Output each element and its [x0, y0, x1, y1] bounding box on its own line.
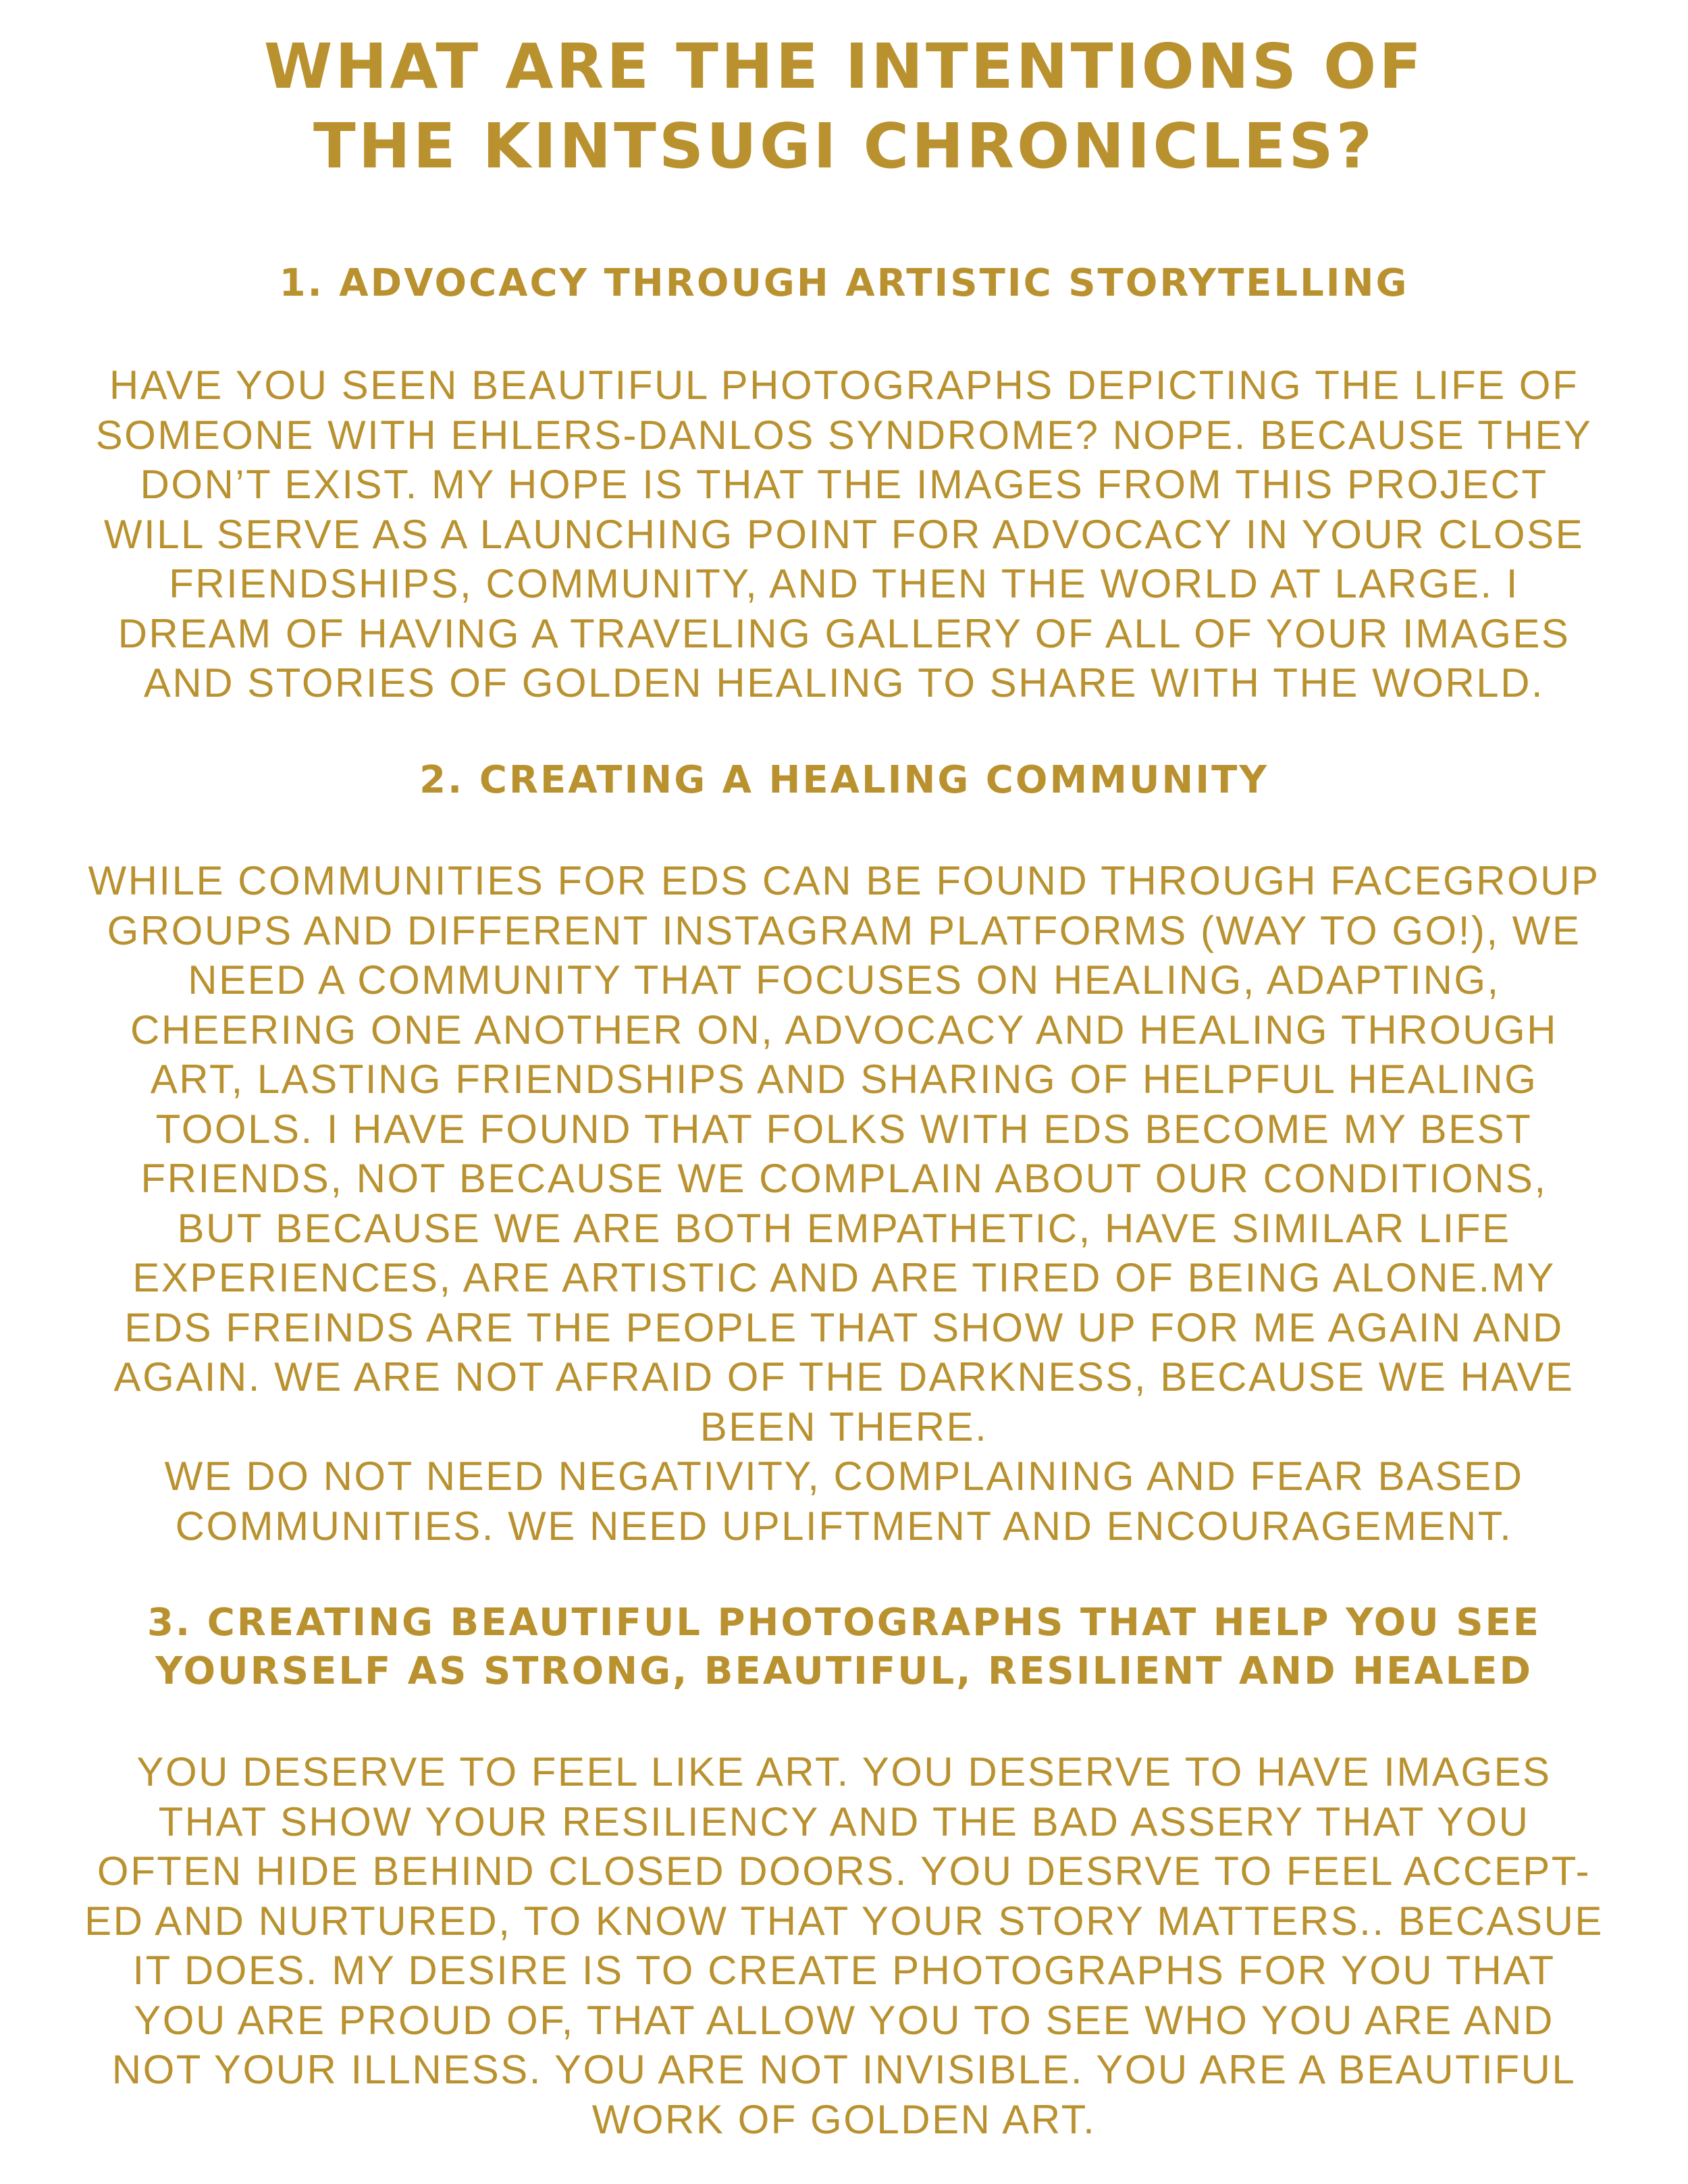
paragraph-line: CHEERING ONE ANOTHER ON, ADVOCACY AND HEALING THROUGH	[130, 1007, 1558, 1053]
paragraph-line: SOMEONE WITH EHLERS-DANLOS SYNDROME? NOPE. BECAUSE THEY	[95, 412, 1593, 458]
page-title	[68, 27, 1620, 186]
section-2-paragraph	[20, 856, 1668, 1551]
paragraph-line: DON’T EXIST. MY HOPE IS THAT THE IMAGES FROM THIS PROJECT	[140, 462, 1548, 507]
paragraph-line: EDS FREINDS ARE THE PEOPLE THAT SHOW UP FOR ME AGAIN AND	[124, 1304, 1564, 1350]
paragraph-line: ED AND NURTURED, TO KNOW THAT YOUR STORY MATTERS.. BECASUE	[84, 1898, 1604, 1944]
paragraph-line: YOU ARE PROUD OF, THAT ALLOW YOU TO SEE WHO YOU ARE AND	[134, 1997, 1554, 2043]
heading-line: 2. CREATING A HEALING COMMUNITY	[419, 758, 1269, 802]
paragraph-line: NEED A COMMUNITY THAT FOCUSES ON HEALING, ADAPTING,	[188, 957, 1500, 1003]
paragraph-line: FRIENDS, NOT BECAUSE WE COMPLAIN ABOUT OUR CONDITIONS,	[140, 1156, 1548, 1201]
title-line: THE KINTSUGI CHRONICLES?	[313, 110, 1375, 182]
heading-line: 1. ADVOCACY THROUGH ARTISTIC STORYTELLING	[279, 261, 1409, 305]
heading-line: 3. CREATING BEAUTIFUL PHOTOGRAPHS THAT HELP YOU SEE	[147, 1601, 1541, 1645]
section-1-paragraph	[20, 361, 1668, 708]
heading-line: YOURSELF AS STRONG, BEAUTIFUL, RESILIENT AND HEALED	[155, 1649, 1533, 1693]
section-1-heading	[27, 259, 1661, 308]
paragraph-line: WORK OF GOLDEN ART.	[591, 2096, 1097, 2142]
paragraph-line: ART, LASTING FRIENDSHIPS AND SHARING OF HELPFUL HEALING	[150, 1057, 1538, 1102]
paragraph-line: WILL SERVE AS A LAUNCHING POINT FOR ADVOCACY IN YOUR CLOSE	[103, 511, 1585, 557]
paragraph-line: BUT BECAUSE WE ARE BOTH EMPATHETIC, HAVE SIMILAR LIFE	[177, 1205, 1511, 1251]
paragraph-line: AGAIN. WE ARE NOT AFRAID OF THE DARKNESS, BECAUSE WE HAVE	[113, 1354, 1575, 1400]
paragraph-line: OFTEN HIDE BEHIND CLOSED DOORS. YOU DESRVE TO FEEL ACCEPT-	[97, 1848, 1591, 1894]
paragraph-line: AND STORIES OF GOLDEN HEALING TO SHARE WITH THE WORLD.	[143, 660, 1545, 705]
paragraph-line: NOT YOUR ILLNESS. YOU ARE NOT INVISIBLE. YOU ARE A BEAUTIFUL	[111, 2047, 1577, 2092]
paragraph-line: IT DOES. MY DESIRE IS TO CREATE PHOTOGRAPHS FOR YOU THAT	[132, 1948, 1556, 1993]
paragraph-line: HAVE YOU SEEN BEAUTIFUL PHOTOGRAPHS DEPICTING THE LIFE OF	[109, 363, 1579, 408]
paragraph-line: FRIENDSHIPS, COMMUNITY, AND THEN THE WORLD AT LARGE. I	[169, 561, 1519, 606]
paragraph-line: COMMUNITIES. WE NEED UPLIFTMENT AND ENCOURAGEMENT.	[175, 1503, 1513, 1549]
section-3-heading	[27, 1599, 1661, 1696]
section-3-paragraph	[20, 1747, 1668, 2144]
paragraph-line: WE DO NOT NEED NEGATIVITY, COMPLAINING AND FEAR BASED	[164, 1454, 1524, 1499]
paragraph-line: EXPERIENCES, ARE ARTISTIC AND ARE TIRED OF BEING ALONE.MY	[132, 1255, 1556, 1300]
paragraph-line: YOU DESERVE TO FEEL LIKE ART. YOU DESERVE TO HAVE IMAGES	[136, 1749, 1552, 1794]
paragraph-line: BEEN THERE.	[700, 1404, 988, 1449]
paragraph-line: TOOLS. I HAVE FOUND THAT FOLKS WITH EDS BECOME MY BEST	[155, 1106, 1533, 1152]
paragraph-line: GROUPS AND DIFFERENT INSTAGRAM PLATFORMS (WAY TO GO!), WE	[107, 907, 1581, 953]
paragraph-line: THAT SHOW YOUR RESILIENCY AND THE BAD ASSERY THAT YOU	[158, 1799, 1530, 1844]
paragraph-line: WHILE COMMUNITIES FOR EDS CAN BE FOUND THROUGH FACEGROUP	[88, 858, 1600, 903]
section-2-heading	[27, 756, 1661, 805]
paragraph-line: DREAM OF HAVING A TRAVELING GALLERY OF ALL OF YOUR IMAGES	[117, 610, 1571, 656]
title-line: WHAT ARE THE INTENTIONS OF	[263, 30, 1425, 103]
